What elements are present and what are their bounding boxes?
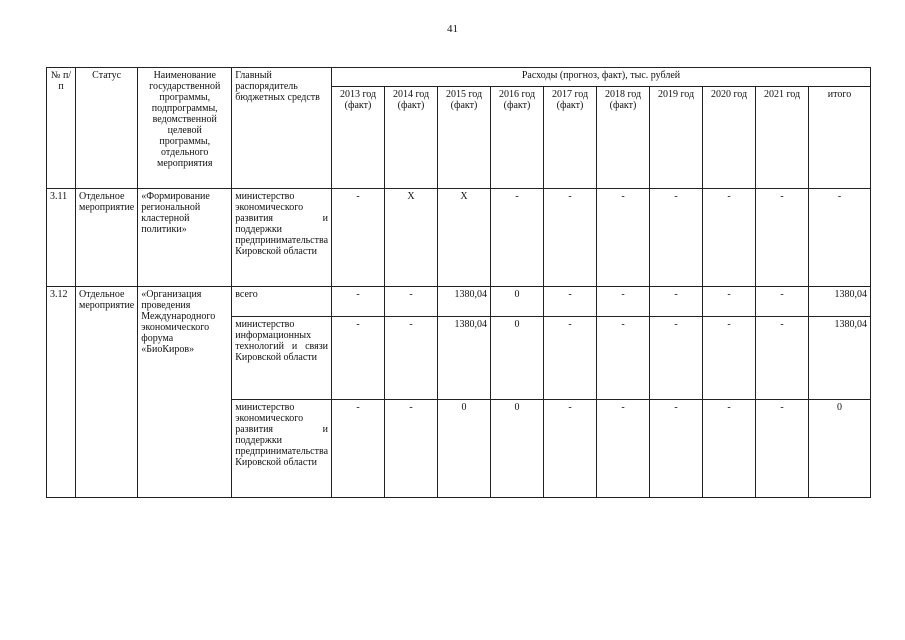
value-cell: -	[650, 189, 703, 287]
header-year: 2015 год (факт)	[438, 87, 491, 189]
header-year: 2020 год	[703, 87, 756, 189]
value-cell: -	[703, 400, 756, 498]
row-budget-manager: всего	[232, 287, 332, 317]
header-row	[47, 68, 871, 87]
row-budget-manager: министерство экономического развития и поддержки предпринимательства Кировской области	[232, 189, 332, 287]
value-cell: -	[650, 317, 703, 400]
value-cell: -	[703, 189, 756, 287]
value-cell: -	[385, 287, 438, 317]
value-cell: -	[385, 400, 438, 498]
value-cell: -	[597, 287, 650, 317]
value-cell-total: 0	[809, 400, 871, 498]
header-expenses: Расходы (прогноз, факт), тыс. рублей	[332, 68, 871, 87]
value-cell: -	[385, 317, 438, 400]
header-year: 2017 год (факт)	[544, 87, 597, 189]
value-cell: -	[597, 189, 650, 287]
value-cell: -	[650, 400, 703, 498]
header-num: № п/п	[47, 68, 76, 189]
value-cell: -	[491, 189, 544, 287]
row-budget-manager: министерство экономического развития и поддержки предпринимательства Кировской области	[232, 400, 332, 498]
header-total: итого	[809, 87, 871, 189]
value-cell: -	[544, 317, 597, 400]
value-cell: -	[332, 400, 385, 498]
value-cell: -	[597, 317, 650, 400]
header-year: 2014 год (факт)	[385, 87, 438, 189]
row-number: 3.11	[47, 189, 76, 287]
value-cell: -	[544, 400, 597, 498]
value-cell: -	[703, 317, 756, 400]
value-cell: -	[703, 287, 756, 317]
value-cell-total: 1380,04	[809, 287, 871, 317]
value-cell: -	[756, 400, 809, 498]
table-row	[47, 287, 871, 317]
table-row	[47, 189, 871, 287]
row-status: Отдельное мероприятие	[76, 287, 138, 498]
value-cell: -	[756, 287, 809, 317]
header-year: 2018 год (факт)	[597, 87, 650, 189]
value-cell: 0	[491, 317, 544, 400]
value-cell: Х	[438, 189, 491, 287]
header-program-name: Наименование государственной программы, подпрограммы, ведомственной целевой программы, отдельного мероприятия	[138, 68, 232, 189]
value-cell: 0	[438, 400, 491, 498]
row-status: Отдельное мероприятие	[76, 189, 138, 287]
header-status: Статус	[76, 68, 138, 189]
value-cell: -	[332, 317, 385, 400]
header-year: 2013 год (факт)	[332, 87, 385, 189]
row-program-name: «Организация проведения Международного экономического форума «БиоКиров»	[138, 287, 232, 498]
expenses-table	[46, 67, 871, 498]
value-cell-total: 1380,04	[809, 317, 871, 400]
value-cell: 0	[491, 287, 544, 317]
header-year: 2019 год	[650, 87, 703, 189]
value-cell: -	[650, 287, 703, 317]
header-year: 2021 год	[756, 87, 809, 189]
page-number: 41	[447, 23, 458, 35]
value-cell: -	[756, 317, 809, 400]
value-cell: Х	[385, 189, 438, 287]
value-cell-total: -	[809, 189, 871, 287]
value-cell: -	[332, 189, 385, 287]
value-cell: -	[332, 287, 385, 317]
header-year: 2016 год (факт)	[491, 87, 544, 189]
row-number: 3.12	[47, 287, 76, 498]
row-budget-manager: министерство информационных технологий и связи Кировской области	[232, 317, 332, 400]
value-cell: -	[597, 400, 650, 498]
row-program-name: «Формирование региональной кластерной политики»	[138, 189, 232, 287]
value-cell: 1380,04	[438, 287, 491, 317]
value-cell: -	[544, 189, 597, 287]
value-cell: 1380,04	[438, 317, 491, 400]
value-cell: 0	[491, 400, 544, 498]
value-cell: -	[544, 287, 597, 317]
value-cell: -	[756, 189, 809, 287]
header-budget-manager: Главный распорядитель бюджетных средств	[232, 68, 332, 189]
